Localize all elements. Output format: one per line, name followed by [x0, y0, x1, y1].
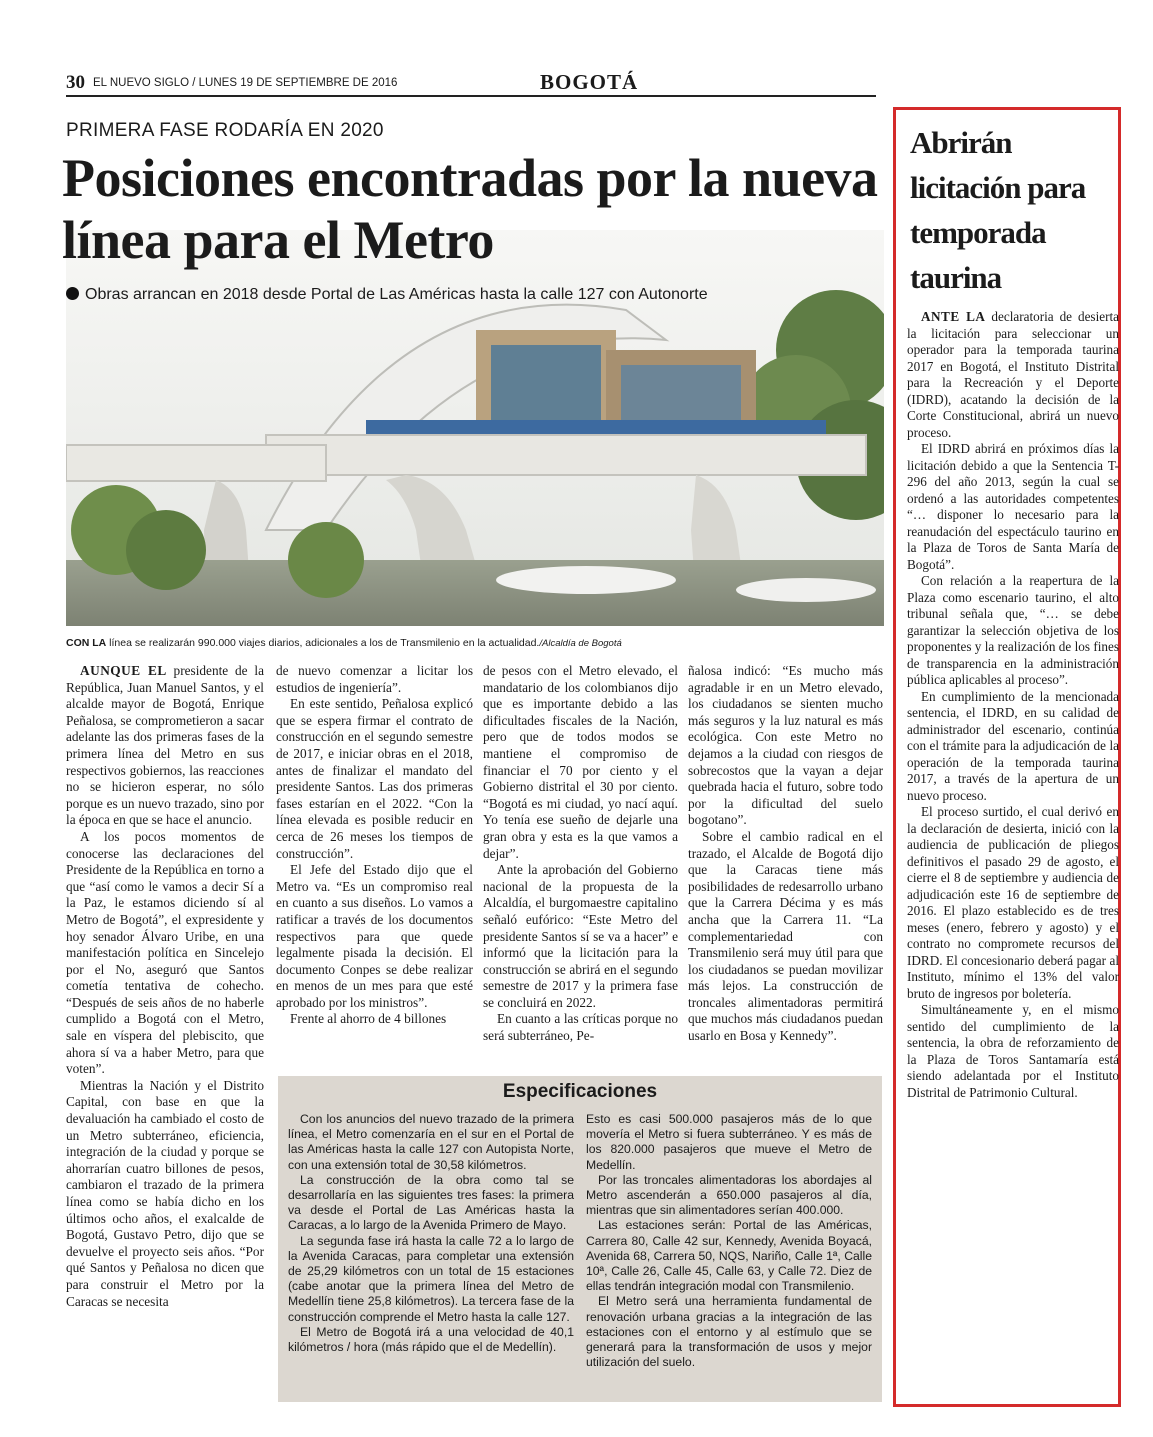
paragraph: Simultáneamente y, en el mismo sentido del cumplimiento de la sentencia, la obra de reforzamiento de la Plaza de Toros Santamaría está siendo adelantada por el Instituto Distrital de Patrimonio Cultural.	[907, 1002, 1119, 1100]
page-number: 30	[66, 72, 85, 93]
caption-text: línea se realizarán 990.000 viajes diarios, adicionales a los de Transmilenio en la actualidad.	[109, 637, 540, 649]
paragraph: Ante la aprobación del Gobierno nacional de la propuesta de la Alcaldía, el burgomaestre capitalino señaló eufórico: “Este Metro del presidente Santos sí se va a hacer” e informó que la licitación para la construcción se abrirá en el segundo semestre de 2017 y la primera fase se concluirá en 2022.	[483, 862, 678, 1010]
paragraph: En cuanto a las críticas porque no será subterráneo, Pe-	[483, 1011, 678, 1044]
paragraph: Mientras la Nación y el Distrito Capital, con base en que la devaluación ha cambiado el costo de un Metro subterráneo, eficiencia, integración de la ciudad y porque se ahorrarían cuatro billones de pesos, cambiaron el trazado de la primera línea como se había dicho en los últimos ocho años, el exalcalde de Bogotá, Gustavo Petro, dijo que se devuelve el proyecto seis años. “Por qué Santos y Peñalosa no dicen que para construir el Metro por la Caracas se necesita	[66, 1077, 264, 1309]
paragraph: El Metro de Bogotá irá a una velocidad de 40,1 kilómetros / hora (más rápido que el de Medellín).	[288, 1324, 574, 1355]
paragraph: El Metro será una herramienta fundamental de renovación urbana gracias a la integración de las estaciones con el entorno y al estímulo que se generará para la transformación de usos y mejor utilización del suelo.	[586, 1294, 872, 1370]
paragraph: Las estaciones serán: Portal de las Américas, Carrera 80, Calle 42 sur, Kennedy, Avenida Boyacá, Avenida 68, Carrera 50, NQS, Nariño, Calle 1ª, Calle 10ª, Calle 26, Calle 45, Calle 63, y Calle 72. Diez de ellas tendrán integración modal con Transmilenio.	[586, 1218, 872, 1294]
caption-credit: /Alcaldía de Bogotá	[539, 638, 622, 649]
sidebar-column	[907, 309, 1119, 1101]
paragraph: La segunda fase irá hasta la calle 72 a lo largo de la Avenida Caracas, para completar una extensión de 25,29 kilómetros con un total de 15 estaciones (cabe anotar que la primera línea del Metro de Medellín tiene 25,8 kilómetros). La tercera fase de la construcción comprende el Metro hasta la calle 127.	[288, 1233, 574, 1324]
paragraph: Por las troncales alimentadoras los abordajes al Metro ascenderán a 650.000 pasajeros al día, mientras que sin alimentadores serían 400.000.	[586, 1172, 872, 1218]
paragraph: ñalosa indicó: “Es mucho más agradable ir en un Metro elevado, los ciudadanos se sienten mucho más seguros y la luz natural es más ecológica. Con este Metro no dejamos a la ciudad con riesgos de sobrecostos que la vayan a dejar quebrada hacia el futuro, sobre todo por la dificultad del suelo bogotano”.	[688, 663, 883, 828]
sidebar-headline: Abrirán licitación para temporada taurina	[910, 125, 1086, 295]
paragraph: ANTE LA declaratoria de desierta la licitación para seleccionar un operador para la temporada taurina 2017 en Bogotá, el Instituto Distrital para la Recreación y el Deporte (IDRD), acatando la decisión de la Corte Constitucional, abrirá un nuevo proceso.	[907, 309, 1119, 440]
lead-in: AUNQUE EL	[80, 663, 167, 678]
paragraph: de nuevo comenzar a licitar los estudios de ingeniería”.	[276, 663, 473, 695]
subhead-text: Obras arrancan en 2018 desde Portal de Las Américas hasta la calle 127 con Autonorte	[85, 286, 708, 303]
header-rule	[66, 95, 876, 97]
paragraph: de pesos con el Metro elevado, el mandatario de los colombianos dijo que es importante debido a las dificultades fiscales de la Nación, pero que de todos modos se mantiene el compromiso de financiar el 70 por ciento y el Gobierno distrital el 30 por ciento. “Bogotá es mi ciudad, yo nací aquí. Yo tenía ese sueño de dejarle una gran obra y esta es la que vamos a dejar”.	[483, 663, 678, 861]
article-headline: Posiciones encontradas por la nueva línea para el Metro	[62, 148, 878, 270]
article-column-2	[276, 663, 473, 1028]
photo-caption	[66, 637, 884, 649]
article-column-1	[66, 663, 264, 1310]
caption-lead: CON LA	[66, 637, 107, 649]
article-column-3	[483, 663, 678, 1045]
specifications-title: Especificaciones	[502, 1081, 658, 1102]
article-kicker: PRIMERA FASE RODARÍA EN 2020	[66, 120, 384, 141]
publication-line: EL NUEVO SIGLO / LUNES 19 DE SEPTIEMBRE DE 2016	[93, 77, 398, 89]
paragraph: A los pocos momentos de conocerse las declaraciones del Presidente de la República en torno a que “así como le vamos a decir Sí a la Paz, le estamos diciendo sí al Metro de Bogotá”, el expresidente y hoy senador Álvaro Uribe, en una manifestación política en Sincelejo por el No, aseguró que Santos cometía tentativa de cohecho. “Después de seis años de no haberle cumplido a Bogotá con el Metro, sale en víspera del plebiscito, que ahora sí va a haber Metro, para que voten”.	[66, 828, 264, 1077]
paragraph: Esto es casi 500.000 pasajeros más de lo que movería el Metro si fuera subterráneo. Y es más de los 820.000 pasajeros que mueve el Metro de Medellín.	[586, 1112, 872, 1172]
paragraph: Con relación a la reapertura de la Plaza como escenario taurino, el alto tribunal señala que, “… se debe garantizar la selección objetiva de los proponentes y la realización de los fines de transparencia en la administración pública aplicables al proceso”.	[907, 573, 1119, 687]
paragraph: El proceso surtido, el cual derivó en la declaración de desierta, inició con la audiencia de publicación de pliegos definitivos el pasado 29 de agosto, el cierre el 8 de septiembre y audiencia de adjudicación este 16 de septiembre de 2016. El plazo establecido es de tres meses (enero, febrero y agosto) y el contrato no compromete recursos del IDRD. El concesionario deberá pagar al Instituto, mínimo el 13% del valor bruto de ingresos por boletería.	[907, 804, 1119, 1001]
specifications-left-column	[288, 1112, 574, 1355]
specifications-right-column	[586, 1112, 872, 1370]
paragraph: Con los anuncios del nuevo trazado de la primera línea, el Metro comenzaría en el sur en el Portal de las Américas hasta la calle 127 con Autopista Norte, con una extensión total de 30,58 kilómetros.	[288, 1112, 574, 1172]
paragraph: Frente al ahorro de 4 billones	[290, 1011, 447, 1027]
paragraph: El IDRD abrirá en próximos días la licitación debido a que la Sentencia T-296 del año 2013, según la cual se ordenó a las autoridades competentes “… disponer lo necesario para la reanudación del espectáculo taurino en la Plaza de Toros de Santa María de Bogotá”.	[907, 441, 1119, 572]
section-name: BOGOTÁ	[540, 70, 639, 94]
paragraph: En este sentido, Peñalosa explicó que se espera firmar el contrato de construcción en el segundo semestre de 2017, e iniciar obras en el 2018, antes de finalizar el mandato del presidente Santos. Las dos primeras fases estarían en el 2022. “Con la línea elevada es posible reducir en cerca de 26 meses los tiempos de construcción”.	[276, 696, 473, 861]
paragraph: La construcción de la obra como tal se desarrollaría en las siguientes tres fases: la primera va desde el Portal de Las Américas hasta la Caracas, a lo largo de la Avenida Primero de Mayo.	[288, 1172, 574, 1233]
bullet-icon	[66, 287, 79, 300]
paragraph: AUNQUE EL presidente de la República, Juan Manuel Santos, y el alcalde mayor de Bogotá, Enrique Peñalosa, se comprometieron a sacar adelante las dos primeras fases de la primera línea del Metro en sus respectivos gobiernos, las reacciones no se hicieron esperar, no sólo porque es un nuevo trazado, sino por la época en que se hace el anuncio.	[66, 663, 265, 828]
paragraph: En cumplimiento de la mencionada sentencia, el IDRD, en su calidad de administrador del escenario, continúa con el trámite para la adjudicación de la operación de la temporada taurina 2017, a través de la apertura de un nuevo proceso.	[907, 688, 1119, 803]
paragraph: El Jefe del Estado dijo que el Metro va. “Es un compromiso real en cuanto a sus diseños. Lo vamos a ratificar a través de los documentos respectivos para que quede legalmente pisada la decisión. El documento Conpes se debe realizar en menos de un mes para que esté aprobado por los ministros”.	[276, 862, 473, 1010]
paragraph: Sobre el cambio radical en el trazado, el Alcalde de Bogotá dijo que la Caracas tiene más posibilidades de redesarrollo urbano que la Carrera Décima y es más ancha que la Carrera 11. “La complementariedad con Transmilenio será muy útil para que los ciudadanos se puedan movilizar más lejos. La construcción de troncales alimentadoras permitirá que muchos más ciudadanos puedan usarlo en Bosa y Kennedy”.	[688, 828, 883, 1044]
lead-in: ANTE LA	[921, 309, 986, 324]
article-subhead	[66, 286, 886, 304]
article-column-4	[688, 663, 883, 1045]
